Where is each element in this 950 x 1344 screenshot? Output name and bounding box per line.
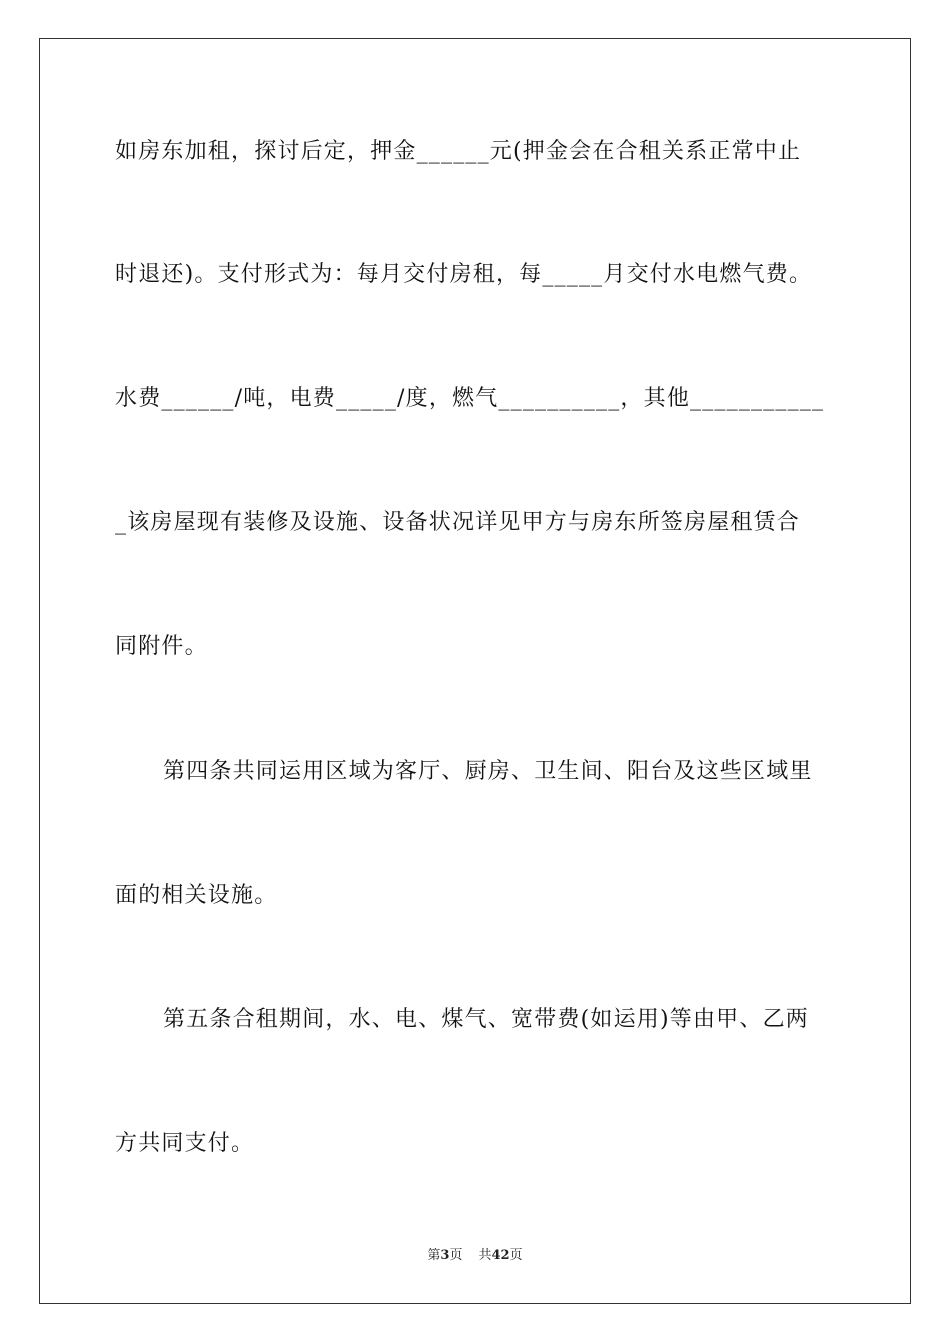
text-line-3: 水费______/吨，电费_____/度，燃气__________，其他___________ <box>115 386 825 411</box>
text-line-8: 第五条合租期间，水、电、煤气、宽带费(如运用)等由甲、乙两 <box>163 1007 809 1032</box>
text-line-5: 同附件。 <box>115 634 208 659</box>
page-number: 3 <box>440 1248 450 1263</box>
text-line-6: 第四条共同运用区域为客厅、厨房、卫生间、阳台及这些区域里 <box>163 759 813 784</box>
text-line-7: 面的相关设施。 <box>115 883 278 908</box>
total-pages: 42 <box>491 1248 510 1263</box>
page-prefix: 第 <box>427 1248 441 1263</box>
text-line-4: _该房屋现有装修及设施、设备状况详见甲方与房东所签房屋租赁合 <box>115 510 801 535</box>
text-line-9: 方共同支付。 <box>115 1131 255 1156</box>
total-prefix: 共 <box>478 1248 492 1263</box>
text-line-2: 时退还)。支付形式为：每月交付房租，每_____月交付水电燃气费。 <box>115 262 813 287</box>
page-suffix: 页 <box>449 1248 463 1263</box>
total-suffix: 页 <box>509 1248 523 1263</box>
page-border <box>39 38 911 1304</box>
text-line-1: 如房东加租，探讨后定，押金______元(押金会在合租关系正常中止 <box>115 139 802 164</box>
page-footer <box>0 1247 950 1265</box>
